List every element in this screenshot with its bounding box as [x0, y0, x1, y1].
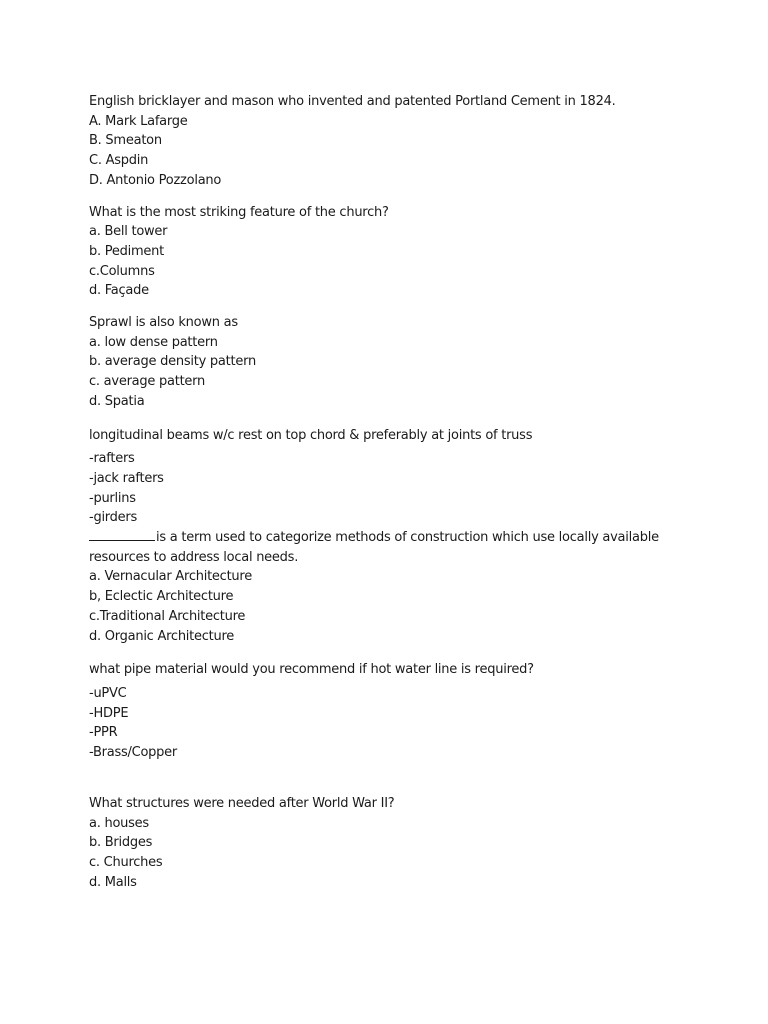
- question-5: [89, 528, 689, 646]
- option: B. Smeaton: [89, 133, 162, 149]
- option: -rafters: [89, 451, 135, 467]
- option: a. Vernacular Architecture: [89, 569, 252, 585]
- option: b. average density pattern: [89, 354, 256, 370]
- option: -purlins: [89, 490, 136, 506]
- option: b, Eclectic Architecture: [89, 589, 234, 605]
- option: d. Façade: [89, 283, 149, 299]
- option: b. Bridges: [89, 835, 153, 851]
- question-1: [89, 92, 689, 191]
- question-stem: Sprawl is also known as: [89, 315, 238, 331]
- spacer: [89, 412, 689, 426]
- option: a. houses: [89, 815, 149, 831]
- question-6: [89, 660, 689, 763]
- question-stem: what pipe material would you recommend if hot water line is required?: [89, 662, 534, 678]
- document-page: [89, 92, 689, 892]
- question-3: [89, 313, 689, 412]
- option: -Brass/Copper: [89, 745, 178, 761]
- question-2: [89, 203, 689, 302]
- question-stem-line-1: is a term used to categorize methods of construction which use locally available: [156, 530, 659, 546]
- option: -jack rafters: [89, 470, 164, 486]
- option: -PPR: [89, 725, 118, 741]
- spacer: [89, 763, 689, 794]
- option: A. Mark Lafarge: [89, 113, 188, 129]
- option: d. Organic Architecture: [89, 628, 235, 644]
- option: a. Bell tower: [89, 224, 168, 240]
- question-stem: What structures were needed after World War II?: [89, 795, 395, 811]
- option: -HDPE: [89, 705, 129, 721]
- option: c.Traditional Architecture: [89, 608, 246, 624]
- option: c. average pattern: [89, 374, 206, 390]
- question-7: [89, 794, 689, 893]
- question-stem: What is the most striking feature of the church?: [89, 204, 389, 220]
- option: c.Columns: [89, 263, 155, 279]
- question-stem: longitudinal beams w/c rest on top chord & preferably at joints of truss: [89, 427, 533, 443]
- option: a. low dense pattern: [89, 334, 218, 350]
- spacer: [89, 301, 689, 313]
- question-stem-line-2: resources to address local needs.: [89, 549, 299, 565]
- option: -uPVC: [89, 685, 127, 701]
- option: C. Aspdin: [89, 153, 149, 169]
- question-4: [89, 426, 689, 529]
- question-stem: [89, 528, 689, 548]
- fill-in-blank: [89, 528, 155, 541]
- question-stem: English bricklayer and mason who invented and patented Portland Cement in 1824.: [89, 94, 616, 109]
- option: D. Antonio Pozzolano: [89, 172, 222, 188]
- option: -girders: [89, 510, 138, 526]
- spacer: [89, 191, 689, 203]
- option: d. Malls: [89, 874, 137, 890]
- option: d. Spatia: [89, 393, 145, 409]
- spacer: [89, 646, 689, 660]
- option: b. Pediment: [89, 243, 165, 259]
- option: c. Churches: [89, 854, 163, 870]
